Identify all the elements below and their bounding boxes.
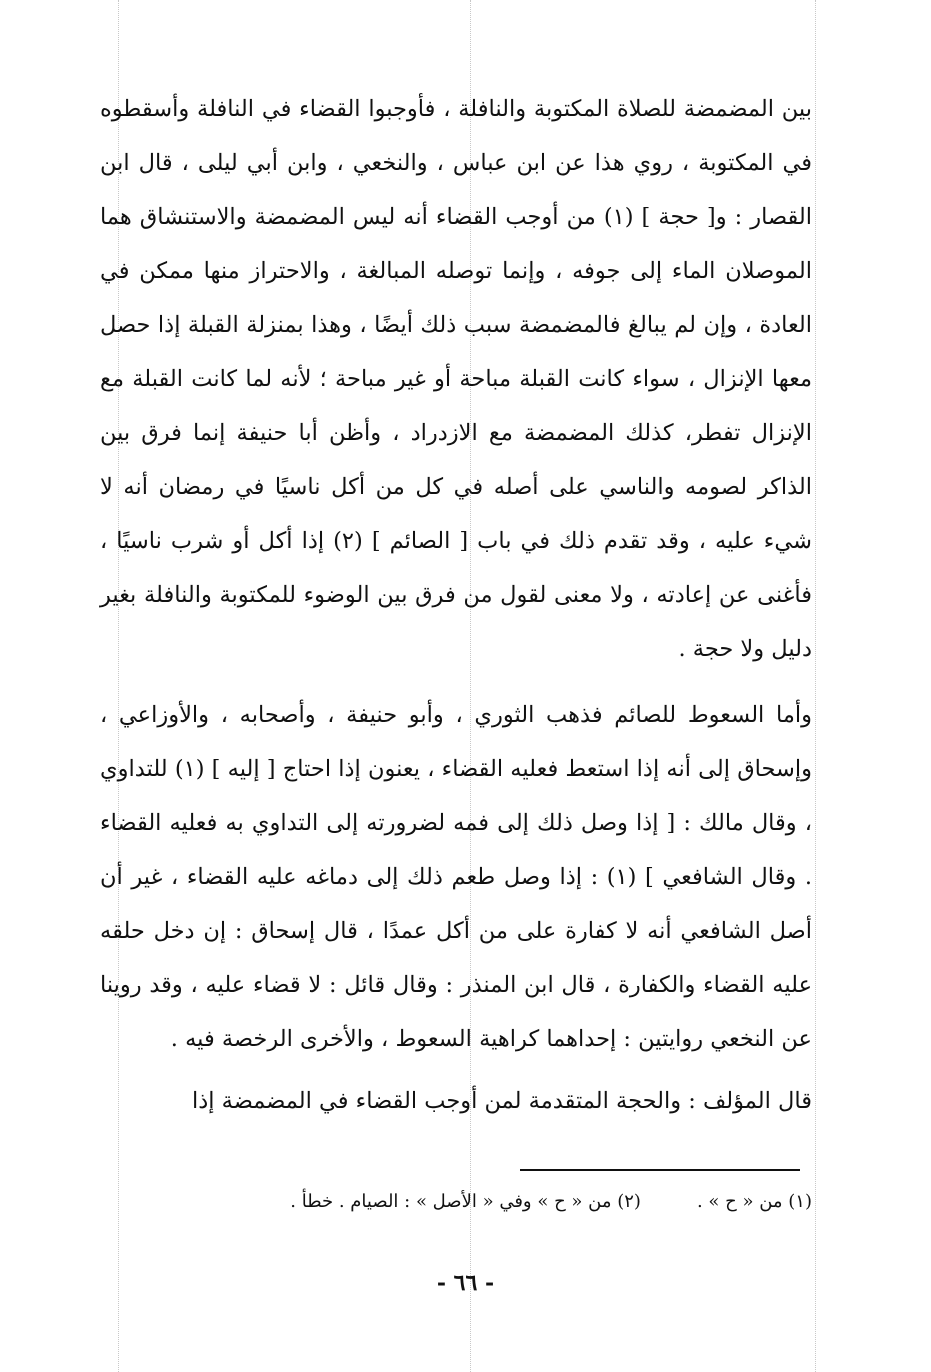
- footnote-2: (٢) من « ح » وفي « الأصل » : الصيام . خطأ .: [290, 1191, 641, 1212]
- footnote-separator: [520, 1169, 800, 1171]
- paragraph-3: قال المؤلف : والحجة المتقدمة لمن أوجب القضاء في المضمضة إذا: [191, 1088, 812, 1114]
- footnote-1: (١) من « ح » .: [696, 1191, 812, 1212]
- paragraph-1: بين المضمضة للصلاة المكتوبة والنافلة ، فأوجبوا القضاء في النافلة وأسقطوه في المكتوبة ، روي هذا عن ابن عباس ، والنخعي ، وابن أبي ليلى ، قال ابن القصار : و[ حجة ] (١) من أوجب القضاء أنه ليس المضمضة والاستنشاق هما الموصلان الماء إلى جوفه ، وإنما توصله المبالغة ، والاحتراز منها ممكن في العادة ، وإن لم يبالغ فالمضمضة سبب ذلك أيضًا ، وهذا بمنزلة القبلة إذا حصل معها الإنزال ، سواء كانت القبلة مباحة أو غير مباحة ؛ لأنه لما كانت القبلة مع الإنزال تفطر، كذلك المضمضة مع الازدراد ، وأظن أبا حنيفة إنما فرق بين الذاكر لصومه والناسي على أصله في كل من أكل ناسيًا في رمضان أنه لا شيء عليه ، وقد تقدم ذلك في باب [ الصائم ] (٢) إذا أكل أو شرب ناسيًا ، فأغنى عن إعادته ، ولا معنى لقول من فرق بين الوضوء للمكتوبة والنافلة بغير دليل ولا حجة .: [100, 96, 812, 662]
- fold-line-right: [815, 0, 816, 1372]
- main-text: [100, 82, 812, 1128]
- page-number: - ٦٦ -: [436, 1270, 495, 1296]
- paragraph-2: وأما السعوط للصائم فذهب الثوري ، وأبو حنيفة ، وأصحابه ، والأوزاعي ، وإسحاق إلى أنه إذا استعط فعليه القضاء ، يعنون إذا احتاج [ إليه ] (١) للتداوي ، وقال مالك : [ إذا وصل ذلك إلى فمه لضرورته إلى التداوي به فعليه القضاء . وقال الشافعي ] (١) : إذا وصل طعم ذلك إلى دماغه عليه القضاء ، غير أن أصل الشافعي أنه لا كفارة على من أكل عمدًا ، قال إسحاق : إن دخل حلقه عليه القضاء والكفارة ، قال ابن المنذر : وقال قائل : لا قضاء عليه ، وقد روينا عن النخعي روايتين : إحداهما كراهية السعوط ، والأخرى الرخصة فيه .: [100, 702, 813, 1052]
- footnotes: [100, 1186, 812, 1218]
